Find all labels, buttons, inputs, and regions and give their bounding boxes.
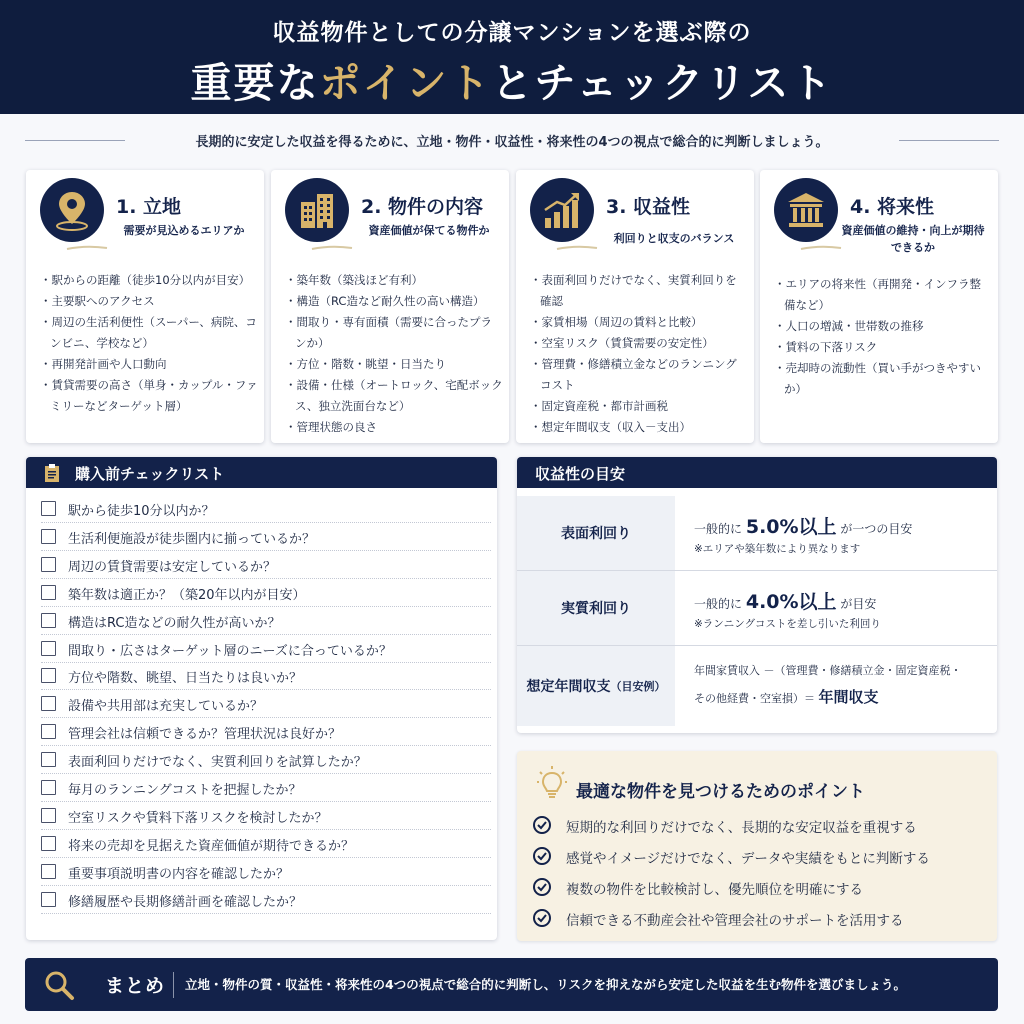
check-circle-icon bbox=[532, 877, 552, 901]
net-yield-value: 4.0%以上 bbox=[745, 591, 837, 613]
list-item: ・方位・階数・眺望・日当たり bbox=[285, 357, 446, 371]
checklist-item-label: 周辺の賃貸需要は安定しているか？ bbox=[68, 559, 277, 575]
checklist-item-label: 方位や階数、眺望、日当たりは良いか？ bbox=[68, 671, 303, 687]
checkbox[interactable] bbox=[41, 696, 56, 711]
checkbox[interactable] bbox=[41, 892, 56, 907]
checkbox[interactable] bbox=[41, 836, 56, 851]
value-prefix: 一般的に bbox=[694, 597, 743, 611]
growth-chart-icon bbox=[530, 178, 594, 242]
checklist-item bbox=[41, 775, 491, 802]
list-item: ・管理状態の良さ bbox=[285, 420, 377, 434]
checklist-item bbox=[41, 887, 491, 914]
checkbox[interactable] bbox=[41, 864, 56, 879]
checklist-item-label: 将来の売却を見据えた資産価値が期待できるか？ bbox=[68, 838, 355, 854]
point-item-label: 信頼できる不動産会社や管理会社のサポートを活用する bbox=[566, 913, 904, 929]
list-item: ・設備・仕様（オートロック、宅配ボックス、独立洗面台など） bbox=[285, 378, 503, 413]
intro-text: 長期的に安定した収益を得るために、立地・物件・収益性・将来性の4つの視点で総合的に判断しましょう。 bbox=[195, 135, 829, 150]
card-list bbox=[774, 274, 992, 400]
key-points-panel bbox=[517, 751, 997, 941]
checkbox[interactable] bbox=[41, 585, 56, 600]
title-part-3: とチェックリスト bbox=[491, 59, 834, 107]
row-note: ※ランニングコストを差し引いた利回り bbox=[694, 618, 881, 630]
checklist-item-label: 駅から徒歩10分以内か？ bbox=[68, 504, 215, 519]
checklist-item bbox=[41, 636, 491, 663]
list-item: ・築年数（築浅ほど有利） bbox=[285, 273, 423, 287]
checklist-item-label: 間取り・広さはターゲット層のニーズに合っているか？ bbox=[68, 643, 392, 659]
checkbox[interactable] bbox=[41, 529, 56, 544]
checklist-item bbox=[41, 831, 491, 858]
checklist-item-label: 構造はRC造などの耐久性が高いか？ bbox=[68, 615, 281, 631]
card-location bbox=[26, 170, 264, 443]
checkbox[interactable] bbox=[41, 557, 56, 572]
check-circle-icon bbox=[532, 846, 552, 870]
checklist-item-label: 毎月のランニングコストを把握したか？ bbox=[68, 783, 302, 798]
checkbox[interactable] bbox=[41, 808, 56, 823]
list-item: ・駅からの距離（徒歩10分以内が目安） bbox=[40, 273, 251, 287]
list-item: ・空室リスク（賃貸需要の安定性） bbox=[530, 336, 714, 350]
checkbox[interactable] bbox=[41, 501, 56, 516]
checklist-item bbox=[41, 663, 491, 690]
divider bbox=[173, 972, 174, 998]
card-title: 1. 立地 bbox=[116, 196, 182, 218]
checkbox[interactable] bbox=[41, 641, 56, 656]
building-icon bbox=[285, 178, 349, 242]
checklist-item-label: 修繕履歴や長期修繕計画を確認したか？ bbox=[68, 894, 303, 910]
list-item: ・賃貸需要の高さ（単身・カップル・ファミリーなどターゲット層） bbox=[40, 378, 258, 413]
title-part-1: 重要な bbox=[190, 59, 320, 107]
checklist-item-label: 空室リスクや賃料下落リスクを検討したか？ bbox=[68, 810, 328, 826]
clipboard-icon bbox=[44, 463, 60, 487]
list-item: ・主要駅へのアクセス bbox=[40, 294, 155, 308]
brush-stroke-icon bbox=[556, 244, 598, 252]
card-subtitle: 利回りと収支のバランス bbox=[613, 232, 735, 245]
checklist-item bbox=[41, 691, 491, 718]
list-item: ・間取り・専有面積（需要に合ったプランか） bbox=[285, 315, 492, 350]
list-item: ・エリアの将来性（再開発・インフラ整備など） bbox=[774, 277, 981, 312]
checklist-item bbox=[41, 747, 491, 774]
list-item: ・再開発計画や人口動向 bbox=[40, 357, 167, 371]
checklist-item-label: 生活利便施設が徒歩圏内に揃っているか？ bbox=[68, 531, 316, 547]
point-item-label: 感覚やイメージだけでなく、データや実績をもとに判断する bbox=[566, 851, 930, 867]
summary-bar bbox=[25, 958, 998, 1011]
card-list bbox=[285, 270, 503, 438]
brush-stroke-icon bbox=[800, 244, 842, 252]
list-item: ・売却時の流動性（買い手がつきやすいか） bbox=[774, 361, 981, 396]
checklist-item bbox=[41, 524, 491, 551]
value-suffix: が一つの目安 bbox=[840, 522, 913, 536]
checklist-item-label: 管理会社は信頼できるか？管理状況は良好か？ bbox=[68, 727, 342, 743]
annual-label-small: （目安例） bbox=[610, 680, 666, 693]
checklist-title: 購入前チェックリスト bbox=[75, 465, 225, 483]
checkbox[interactable] bbox=[41, 780, 56, 795]
checklist-item-label: 表面利回りだけでなく、実質利回りを試算したか？ bbox=[68, 755, 367, 771]
lightbulb-icon bbox=[537, 765, 567, 805]
intro-line bbox=[0, 130, 1024, 150]
card-subtitle: 資産価値が保てる物件か bbox=[368, 224, 490, 237]
value-suffix: が目安 bbox=[840, 597, 877, 611]
table-row bbox=[517, 496, 997, 571]
point-item-label: 短期的な利回りだけでなく、長期的な安定収益を重視する bbox=[566, 820, 917, 836]
row-value-line bbox=[694, 512, 912, 539]
header-subtitle: 収益物件としての分譲マンションを選ぶ際の bbox=[272, 20, 752, 46]
yield-title: 収益性の目安 bbox=[535, 465, 626, 483]
list-item: ・周辺の生活利便性（スーパー、病院、コンビニ、学校など） bbox=[40, 315, 257, 350]
card-property bbox=[271, 170, 509, 443]
checklist-item bbox=[41, 580, 491, 607]
formula-result: 年間収支 bbox=[818, 688, 879, 706]
list-item: ・構造（RC造など耐久性の高い構造） bbox=[285, 294, 485, 308]
value-prefix: 一般的に bbox=[694, 522, 743, 536]
points-title: 最適な物件を見つけるためのポイント bbox=[576, 782, 865, 802]
check-circle-icon bbox=[532, 815, 552, 839]
pre-purchase-checklist bbox=[26, 457, 497, 940]
table-row bbox=[517, 571, 997, 646]
formula-text: その他経費・空室損）＝ bbox=[694, 692, 815, 705]
checkbox[interactable] bbox=[41, 668, 56, 683]
card-list bbox=[40, 270, 258, 417]
checklist-item bbox=[41, 719, 491, 746]
formula-line-2 bbox=[694, 686, 879, 707]
location-pin-icon bbox=[40, 178, 104, 242]
bank-building-icon bbox=[774, 178, 838, 242]
title-part-2-highlight: ポイント bbox=[319, 59, 492, 107]
card-profitability bbox=[516, 170, 754, 443]
row-label bbox=[517, 646, 675, 726]
row-note: ※エリアや築年数により異なります bbox=[694, 543, 861, 555]
point-item-label: 複数の物件を比較検討し、優先順位を明確にする bbox=[566, 882, 863, 898]
check-circle-icon bbox=[532, 908, 552, 932]
formula-line-1: 年間家賃収入 －（管理費・修繕積立金・固定資産税・ bbox=[694, 664, 962, 677]
brush-stroke-icon bbox=[311, 244, 353, 252]
list-item: ・想定年間収支（収入－支出） bbox=[530, 420, 691, 434]
page-title bbox=[0, 50, 1024, 109]
table-row bbox=[517, 646, 997, 726]
brush-stroke-icon bbox=[66, 244, 108, 252]
checkbox[interactable] bbox=[41, 724, 56, 739]
row-label: 表面利回り bbox=[517, 496, 675, 570]
list-item: ・管理費・修繕積立金などのランニングコスト bbox=[530, 357, 737, 392]
card-title: 3. 収益性 bbox=[606, 196, 691, 218]
checklist-item-label: 築年数は適正か？（築20年以内が目安） bbox=[68, 587, 306, 603]
checklist-header bbox=[26, 457, 497, 488]
checklist-item bbox=[41, 552, 491, 579]
list-item: ・表面利回りだけでなく、実質利回りを確認 bbox=[530, 273, 737, 308]
checklist-item bbox=[41, 496, 491, 523]
card-future bbox=[760, 170, 998, 443]
magnifier-icon bbox=[43, 969, 75, 1005]
card-title: 2. 物件の内容 bbox=[361, 196, 484, 218]
list-item: ・人口の増減・世帯数の推移 bbox=[774, 319, 924, 333]
annual-label: 想定年間収支 bbox=[526, 679, 611, 695]
checklist-item bbox=[41, 608, 491, 635]
card-list bbox=[530, 270, 748, 438]
checklist-item-label: 重要事項説明書の内容を確認したか？ bbox=[68, 866, 290, 882]
list-item: ・賃料の下落リスク bbox=[774, 340, 878, 354]
summary-text: 立地・物件の質・収益性・将来性の4つの視点で総合的に判断し、リスクを抑えながら安定した収益を生む物件を選びましょう。 bbox=[185, 977, 906, 992]
list-item: ・家賃相場（周辺の賃料と比較） bbox=[530, 315, 703, 329]
card-title: 4. 将来性 bbox=[850, 196, 935, 218]
list-item: ・固定資産税・都市計画税 bbox=[530, 399, 668, 413]
checklist-item bbox=[41, 803, 491, 830]
yield-header bbox=[517, 457, 997, 488]
card-subtitle: 需要が見込めるエリアか bbox=[123, 224, 245, 237]
checklist-item-label: 設備や共用部は充実しているか？ bbox=[68, 699, 264, 715]
summary-title: まとめ bbox=[105, 975, 166, 997]
row-label: 実質利回り bbox=[517, 571, 675, 645]
row-value-line bbox=[694, 587, 876, 614]
checkbox[interactable] bbox=[41, 613, 56, 628]
checkbox[interactable] bbox=[41, 752, 56, 767]
header-banner bbox=[0, 0, 1024, 114]
card-subtitle: 資産価値の維持・向上が期待できるか bbox=[841, 224, 985, 255]
yield-guide-panel bbox=[517, 457, 997, 733]
surface-yield-value: 5.0%以上 bbox=[745, 516, 837, 538]
checklist-item bbox=[41, 859, 491, 886]
